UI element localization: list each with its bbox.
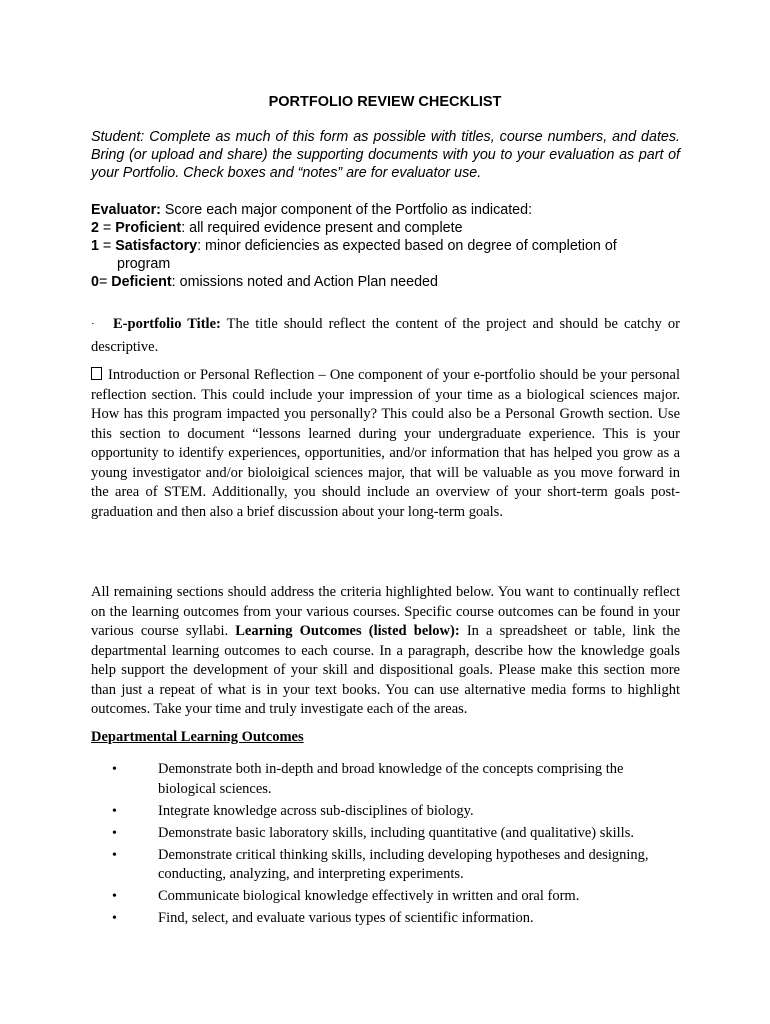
score-name: Proficient [115, 220, 182, 236]
bullet-icon: · [91, 318, 95, 330]
learning-outcomes-label: Learning Outcomes (listed below): [235, 623, 460, 639]
score-number: 2 [91, 220, 99, 236]
bullet-icon: • [112, 825, 117, 841]
introduction-section [91, 366, 680, 522]
score-number: 1 [91, 238, 99, 254]
outcome-text: Communicate biological knowledge effectively in written and oral form. [158, 888, 580, 904]
evaluator-text: Score each major component of the Portfolio as indicated: [160, 202, 533, 218]
score-desc: : all required evidence present and complete [181, 220, 463, 236]
score-sep: = [98, 220, 116, 236]
list-item [112, 909, 672, 929]
score-sep: = [98, 274, 112, 290]
bullet-icon: • [112, 762, 117, 777]
eportfolio-label: E-portfolio Title: [113, 316, 221, 332]
list-item [112, 887, 672, 907]
outcome-text: Demonstrate basic laboratory skills, including quantitative (and qualitative) skills. [158, 824, 634, 841]
checkbox-icon [91, 367, 102, 380]
remaining-sections-paragraph [91, 583, 680, 720]
score-desc: : minor deficiencies as expected based on degree of completion of [197, 238, 617, 254]
evaluator-line [91, 201, 691, 219]
bullet-icon: • [112, 847, 117, 863]
eportfolio-title-section [91, 313, 680, 359]
outcome-text: Demonstrate both in-depth and broad knowledge of the concepts comprising the biological sciences. [158, 761, 624, 797]
page-title: PORTFOLIO REVIEW CHECKLIST [268, 94, 502, 110]
list-item [112, 760, 672, 799]
remaining-text-after: In a spreadsheet or table, link the departmental learning outcomes to each course. In a paragraph, describe how the knowledge goals help support the development of your skill and dispositional goals. Please make this section more than just a repeat of what is in your text books. You can use alternative media forms to highlight outcomes. Take your time and truly investigate each of the areas. [91, 623, 681, 717]
score-sep: = [98, 238, 116, 254]
score-line [91, 273, 691, 291]
departmental-outcomes-title: Departmental Learning Outcomes [91, 729, 304, 745]
student-instructions: Student: Complete as much of this form as possible with titles, course numbers, and dates. Bring (or upload and share) the supporting documents with you to your evaluation as part of your Portfolio. Check boxes and “notes” are for evaluator use. [91, 129, 680, 181]
outcome-text: Demonstrate critical thinking skills, including developing hypotheses and designing, conducting, analyzing, and interpreting experiments. [158, 846, 649, 882]
score-name: Deficient [111, 274, 172, 290]
score-continuation: program [117, 256, 171, 272]
remaining-text-before: All remaining sections should address the criteria highlighted below. You want to continually reflect on the learning outcomes from your various courses. Specific course outcomes can be found in your various course syllabi. [91, 584, 680, 639]
outcome-text: Find, select, and evaluate various types of scientific information. [158, 910, 534, 926]
list-item [112, 846, 672, 885]
introduction-text: Introduction or Personal Reflection – One component of your e-portfolio should be your personal reflection section. This could include your impression of your time as a biological sciences major. How has this program impacted you personally? This could also be a Personal Growth section. Use this section to document “lessons learned during your undergraduate experience. This is your opportunity to identify experiences, opportunities, and/or information that has helped you grow as a young investigator and/or bioloigical sciences major, that will be valuable as you move forward in the area of STEM. Additionally, you should include an overview of your short-term goals post-graduation and then also a brief discussion about your long-term goals. [91, 367, 680, 520]
score-desc: : omissions noted and Action Plan needed [171, 274, 438, 290]
score-line [91, 219, 691, 237]
list-item [112, 824, 672, 844]
list-item [112, 802, 672, 822]
evaluator-label: Evaluator: [91, 202, 161, 218]
outcome-text: Integrate knowledge across sub-disciplines of biology. [158, 802, 474, 819]
bullet-icon: • [112, 889, 117, 904]
outcomes-list [112, 760, 672, 931]
score-name: Satisfactory [115, 238, 198, 254]
bullet-icon: • [112, 803, 117, 819]
score-line [91, 237, 691, 255]
evaluator-scoring [91, 201, 691, 291]
score-number: 0 [91, 274, 99, 290]
eportfolio-text: The title should reflect the content of the project and should be catchy or descriptive. [91, 316, 680, 355]
bullet-icon: • [112, 911, 117, 926]
